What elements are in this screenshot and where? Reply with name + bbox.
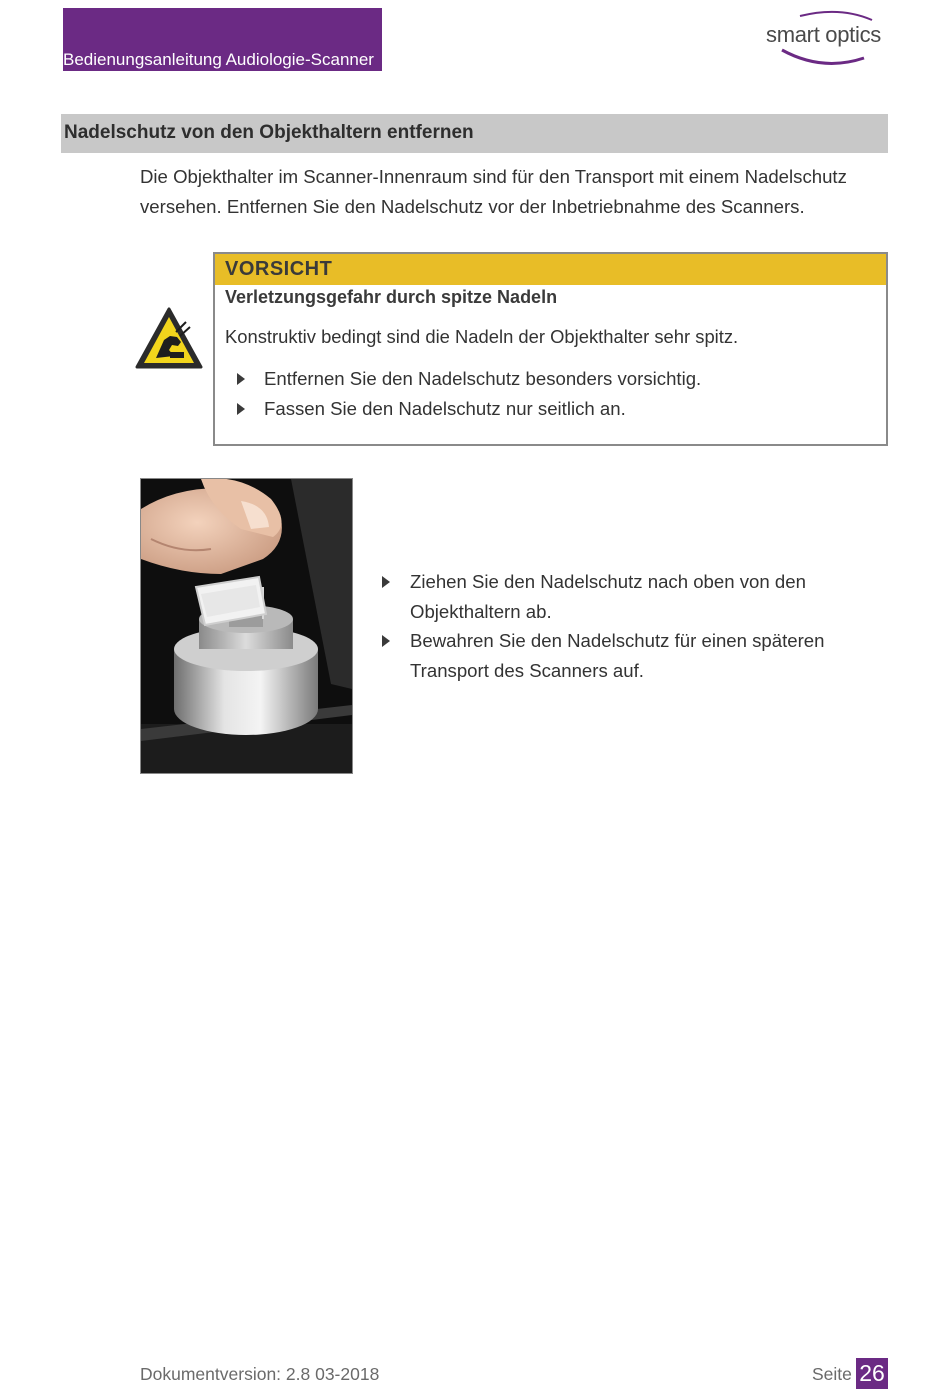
section-heading-bar <box>61 114 888 153</box>
document-title: Bedienungsanleitung Audiologie-Scanner <box>63 50 374 69</box>
bullet-arrow-icon <box>237 403 245 415</box>
caution-list <box>235 364 875 423</box>
needle-hazard-icon <box>134 306 204 371</box>
intro-line: Die Objekthalter im Scanner-Innenraum sind für den Transport mit einem Nadelschutz <box>140 166 847 187</box>
list-item <box>380 626 880 685</box>
page-number: 26 <box>856 1358 888 1389</box>
logo-text: smart optics <box>766 22 881 47</box>
page-label: Seite <box>812 1364 852 1384</box>
bullet-arrow-icon <box>382 635 390 647</box>
bullet-arrow-icon <box>237 373 245 385</box>
caution-box <box>213 252 888 446</box>
instruction-steps <box>380 567 880 685</box>
caution-label: VORSICHT <box>225 258 333 280</box>
list-item <box>235 394 875 424</box>
caution-text: Konstruktiv bedingt sind die Nadeln der Objekthalter sehr spitz. <box>225 326 739 347</box>
caution-subtitle: Verletzungsgefahr durch spitze Nadeln <box>225 287 558 307</box>
list-item-text: Fassen Sie den Nadelschutz nur seitlich an. <box>264 397 626 419</box>
caution-header <box>215 254 886 285</box>
smart-optics-logo <box>760 6 890 70</box>
bullet-arrow-icon <box>382 576 390 588</box>
document-version: Dokumentversion: 2.8 03-2018 <box>140 1364 380 1384</box>
needle-guard-photo <box>140 478 353 774</box>
list-item-text: Bewahren Sie den Nadelschutz für einen späteren Transport des Scanners auf. <box>410 630 825 681</box>
header-band <box>63 8 382 71</box>
section-title: Nadelschutz von den Objekthaltern entfernen <box>64 122 474 143</box>
intro-line: versehen. Entfernen Sie den Nadelschutz vor der Inbetriebnahme des Scanners. <box>140 196 805 217</box>
list-item-text: Ziehen Sie den Nadelschutz nach oben von den Objekthaltern ab. <box>410 571 806 622</box>
list-item-text: Entfernen Sie den Nadelschutz besonders vorsichtig. <box>264 368 702 389</box>
list-item <box>235 364 875 394</box>
list-item <box>380 567 880 626</box>
intro-paragraph <box>140 162 890 222</box>
